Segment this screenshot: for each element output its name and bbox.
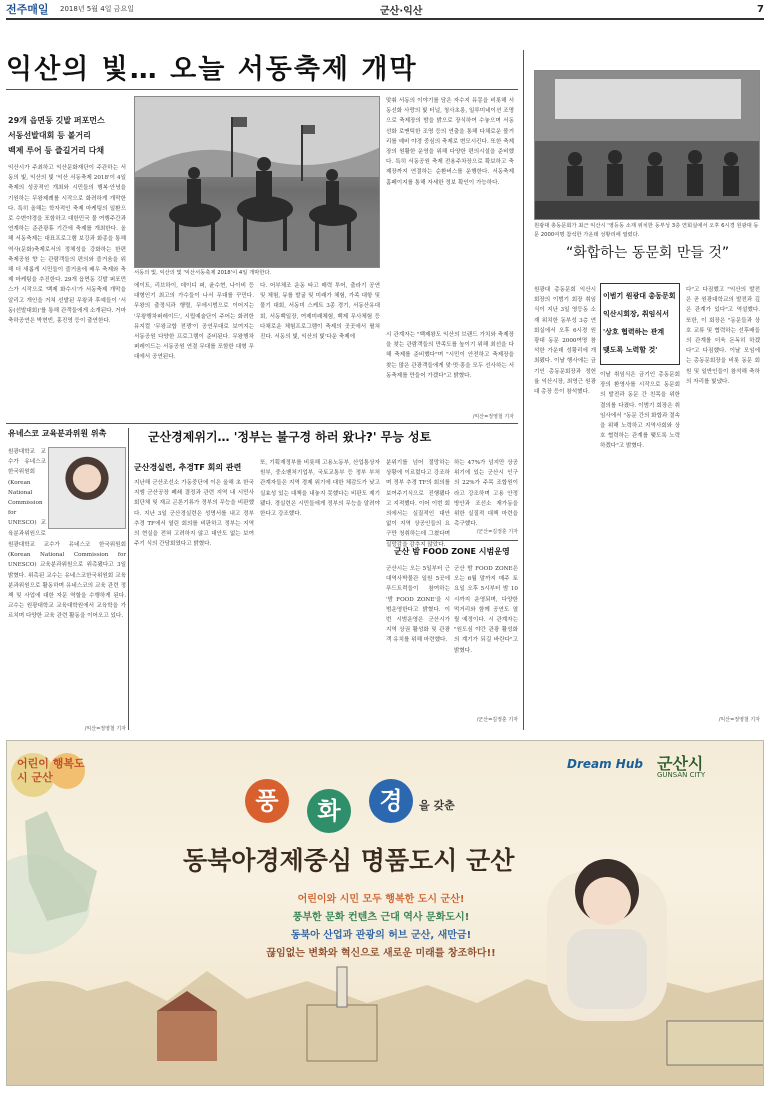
economy-subhead: 군산경실련, 추경TF 회의 관련	[134, 463, 242, 472]
parade-photo-caption: 서동의 빛, 익산의 빛 '익산서동축제 2018'이 4일 개막한다.	[134, 270, 272, 276]
economy-col-4: 하는 47%가 넘지만 상공 위기에 있는 군산시 인구의 22%가 주목 조합원이라고 강조하며 고용 안정 방안과 조선소 재가동을 위한 실질적 대책 마련을 촉구했다.	[454, 460, 518, 528]
top-story-col-5: 시 관계자는 "백제왕도 익산의 브랜드 가치와 축제장을 찾는 관람객들의 만족도를 높이기 위해 최선을 다해 축제를 준비했다"며 "시민이 안전하고 축제장을 찾는 많은 관광객들에게 맞·멋·흥을 모두 선사하는 서동축제를 만들어 가겠다"고 밝혔다.	[386, 332, 514, 379]
ad-slogan-lines	[221, 891, 541, 963]
ad-dreamhub-logo: Dream Hub	[567, 757, 643, 771]
ad-hero-char-3: 경	[369, 779, 413, 823]
economy-byline: /군산=김정훈 기자	[476, 529, 518, 535]
ad-hero-suffix: 을 갖춘	[419, 799, 455, 812]
interview-title-4: 맺도록 노력할 것'	[603, 346, 658, 354]
top-story-col-1: 익산시가 주최하고 익산문화재단이 주관하는 서동의 빛, 익산의 빛 '익산 서동축제 2018'이 4일 축제의 성공적인 개최와 시민들의 행복·안녕을 기원하는 무왕제례를 시작으로 화려하게 개막한다. 특히 올해는 학자적인 축제 마케팅의 일환으로 수변야경을 포함하고 대한민국 물 여행주간과 연계하는 준관광휴 기간에 축제를 개최한다. 올해 서동축제는 대표프로그램 보강과 화종을 통해 역사(문화)축제로서의 정체성을 강화하는 한편 축제공원 향 는 관람객들의 편의와 즐거움을 위해 더 새롭게 시민들이 즐거움에 배우 축제와 축제 마케팅을 추진한다. 29개 읍면동 깃발 퍼포먼스가 시작으로 '백제 화수시'가 서동축제 개막을 알리고 개인을 거쳐 선발된 무왕과 후예들이 '서동(선발대회)'를 통해 관객들에게 소개된다. 거마축하공연은 박현빈, 홍진영 등이 출연한다.	[8, 165, 126, 325]
ad-hero-char-1: 풍	[245, 779, 289, 823]
top-subheads	[8, 113, 126, 158]
economy-col-2: 또, 기획재정부를 비롯해 고용노동부, 산업통상자원부, 중소벤처기업부, 국토교통부 등 정부 부처 관계자들은 지역 경제 위기에 대한 체감도가 낮고 실효성 있는 대책을 내놓지 못했다는 비판도 제기됐다. 경실련은 시민들에게 정부의 무능을 알려야 한다고 강조했다.	[260, 460, 380, 518]
festival-parade-photo	[134, 96, 380, 268]
ad-city-logo-en: GUNSAN CITY	[657, 771, 706, 779]
section-title: 군산·익산	[380, 5, 423, 17]
profile-body: 원광대학교 교수가 유네스코 한국위원회(Korean National Commission for UNESCO) 교육분과위원으로 위촉됐다고 3일 밝혔다. 위촉된 교수는 유네스코한국위원회 교육분과위원으로 활동하며 유네스코의 교육 관련 정책 및 사업에 대한 자문 역할을 수행하게 된다. 교수는 원광대학교 교육대학원에서 교육학을 가르치며 다양한 교육 관련 활동을 이어오고 있다.	[8, 542, 126, 620]
top-story-col-2: 에이트, 리브하이, 데이디 퍼, 윤수현, 나이비 등 대형인기 최고의 가수들이 나서 무대를 꾸민다. 무왕의 출정식과 행렬, 무에시범으로 이어지는 '무왕행차퍼레이드', 시립예술단이 주어는 화려한 뮤지컬 '무왕교합 전쟁'이 공연무대로 보여지는 서동공원 다양한 프로그램이 준비된다. 무왕행차퍼레이드는 서동공원 연결 무대를 포함한 대형 무대에서 공연된다.	[134, 283, 254, 361]
foodzone-col-1: 군산시는 오는 5일부터 근대역사박물관 일원 5곳에 푸드트럭들이 참여하는 '밤 FOOD ZONE'을 시범운영한다고 밝혔다. 이번 시범운영은 군산시가 지역 상권 활성화 및 관광객 유치를 위해 마련했다.	[386, 566, 450, 644]
divider	[6, 89, 518, 90]
alumni-interview-box	[600, 283, 680, 365]
ad-corner-text: 어린이 행복도시 군산	[17, 757, 85, 784]
alumni-col-2: 이날 취임식은 금기인 총동문회장의 환영사를 시작으로 동문회의 발전과 동문 간 친목을 위한 결의를 다졌다. 이범기 회장은 취임사에서 "동문 간의 화합과 결속을 위해 노력하고 지역사회와 상호 협력하는 관계를 맺도록 노력하겠다"고 밝혔다.	[600, 372, 680, 450]
economy-col-1: 지난해 군산조선소 가동중단에 이은 올해 초 한국지엠 군산공장 폐쇄 결정과 관련 지역 내 시민사회단체 및 재교 곤론기류가 정부의 무능을 비판했다. 지난 3일 군산경실련은 성명서를 내고 정부 추경 TF에서 열린 회의를 비판하고 정부는 지역의 현실을 전혀 고려하지 않고 대안도 없는 보여주기 식의 간담회였다고 밝혔다.	[134, 480, 254, 548]
alumni-photo-caption: 원광대 총동문회가 최근 익산시 '영등동 소재 위치한 동부성 3층 연회실에서 오후 6시경 원광대 동문 2000여명 참석한 가운데 성황리에 열렸다.	[534, 223, 759, 238]
alumni-byline: /익산=정영철 기자	[718, 717, 760, 723]
profile-headline: 유네스코 교육분과위원 위촉	[8, 429, 107, 438]
ad-hero-char-2: 화	[307, 789, 351, 833]
interview-title-2: 익산시회장, 취임식서	[603, 310, 669, 318]
economy-headline: 군산경제위기… '정부는 불구경 하러 왔나?' 무능 성토	[148, 430, 432, 444]
foodzone-col-2: 군산 밤 FOOD ZONE은 오는 6월 말까지 매주 토요일 오후 5시부터 밤 10시까지 운영되며, 다양한 먹거리와 함께 공연도 열릴 예정이다. 시 관계자는 "원도심 야간 관광 활성화의 계기가 되길 바란다"고 밝혔다.	[454, 566, 518, 654]
subhead-2: 서동선발대회 등 볼거리	[8, 131, 91, 140]
top-story-col-4: 맞춰 서동의 이야기를 담은 자수지 뮤몽을 비롯해 서동선화 사랑의 빛 터널, 청사초롱, 일루미네이션 조명으로 축제장의 밤을 밝으로 장식하여 수놓으며 서동선화 로맨틱한 조명 등의 연출을 통해 다채로운 볼거리를 예비 야경 중심의 축제로 변모시킨다. 또한 축제장의 원활한 운영을 위해 다양한 편의시설을 준비했다. 특히 서동공원 축제 전용주차장으로 확보하고 축제장까지 연결하는 순환버스를 운행한다. 서동축제 홈페이지를 통해 자세한 정보 확인이 가능하다.	[386, 98, 514, 186]
alumni-event-illustration	[535, 71, 760, 220]
masthead	[6, 0, 764, 20]
top-story-col-3: 다. 어부체조 운동 타고 매력 투어, 출라기 공연 및 체험, 뮤를 발굴 및 미래가 체험, 가족 대항 및 물기 대회, 서동미 스케트 3종 경기, 서동산유대회, 서동백일장, 여제미래체험, 백제 무사체험 등 다채로운 체험프로그램이 축제의 곳곳에서 펼쳐진다. 서동의 빛, 익산의 빛'다운 축제에	[260, 283, 380, 341]
column-divider	[128, 428, 129, 730]
profile-body-left: 원광대학교 교수가 유네스코 한국위원회(Korean National Commission for UNESCO) 교육분과위원으로	[8, 449, 46, 537]
alumni-col-3: 다"고 다짐했고 "익산의 발전은 곧 원광대학교의 발전과 깊은 관계가 있다"고 역설했다. 또한, 이 회장은 "동문들과 상호 교류 및 협력하는 선후배들의 관계를 더욱 돈독히 하겠다"고 다짐했다. 이날 모임에는 총동문회장을 비롯 동문 회원 및 일반인들이 참석해 축하의 자리를 빛냈다.	[686, 287, 760, 385]
alumni-event-photo	[534, 70, 760, 220]
divider	[386, 540, 518, 541]
column-divider	[523, 50, 524, 730]
divider	[6, 423, 518, 424]
top-headline: 익산의 빛… 오늘 서동축제 개막	[6, 54, 418, 85]
interview-title-3: '상호 협력하는 관계	[603, 328, 665, 336]
profile-portrait	[48, 447, 126, 529]
ad-line-1: 어린이와 시민 모두 행복한 도시 군산!	[297, 894, 465, 905]
alumni-col-1: 원광대 총동문회 익산시회장의 이범기 회장 취임식이 지난 3일 영등동 소재 위치한 동부성 3층 연회실에서 오후 6시경 원광대 동문 2000여명 참석한 가운데 성황리에 개최됐다. 이날 행사에는 금기인 총동문회장과 정헌율 익산시장, 최영근 원광대 총장 등이 참석했다.	[534, 287, 596, 396]
foodzone-byline: /군산=김정훈 기자	[476, 717, 518, 723]
ad-line-2: 풍부한 문화 컨텐츠 근대 역사 문화도시!	[292, 912, 470, 923]
ad-city-logo: 군산시	[657, 754, 704, 773]
subhead-1: 29개 읍면동 깃발 퍼포먼스	[8, 116, 105, 125]
profile-byline: /익산=정영철 기자	[84, 726, 126, 732]
foodzone-headline: 군산 밤 FOOD ZONE 시범운영	[394, 547, 510, 556]
ad-line-4: 끊임없는 변화와 혁신으로 새로운 미래를 창조하다!!	[266, 948, 496, 959]
page-number: 7	[757, 3, 764, 15]
alumni-quote-headline: “화합하는 동문회 만들 것”	[566, 245, 730, 261]
ad-line-3: 동북아 산업과 관광의 허브 군산, 새만금!	[290, 930, 472, 941]
ad-main-slogan: 동북아경제중심 명품도시 군산	[183, 846, 515, 875]
subhead-3: 백제 루어 등 즐길거리 다채	[8, 146, 105, 155]
newspaper-logo: 전주매일	[6, 3, 49, 16]
economy-col-3: 분위기를 넘어 절망하는 상황에 이르렀다고 강조하며 정부 추경 TF의 회의를 보여주기식으로 진행됐다고 지적했다. 이어 이번 회의에서는 실질적인 대안 없이 지역 상공인들의 요구만 청취하는데 그쳤다며 실망감을 감추지 않았다.	[386, 460, 450, 548]
interview-title-1: 이범기 원광대 총동문회	[603, 292, 676, 300]
top-story-byline: /익산=정영철 기자	[472, 414, 514, 420]
issue-date: 2018년 5월 4일 금요일	[60, 5, 134, 13]
parade-illustration	[135, 97, 380, 268]
gunsan-city-advertisement	[6, 740, 764, 1086]
